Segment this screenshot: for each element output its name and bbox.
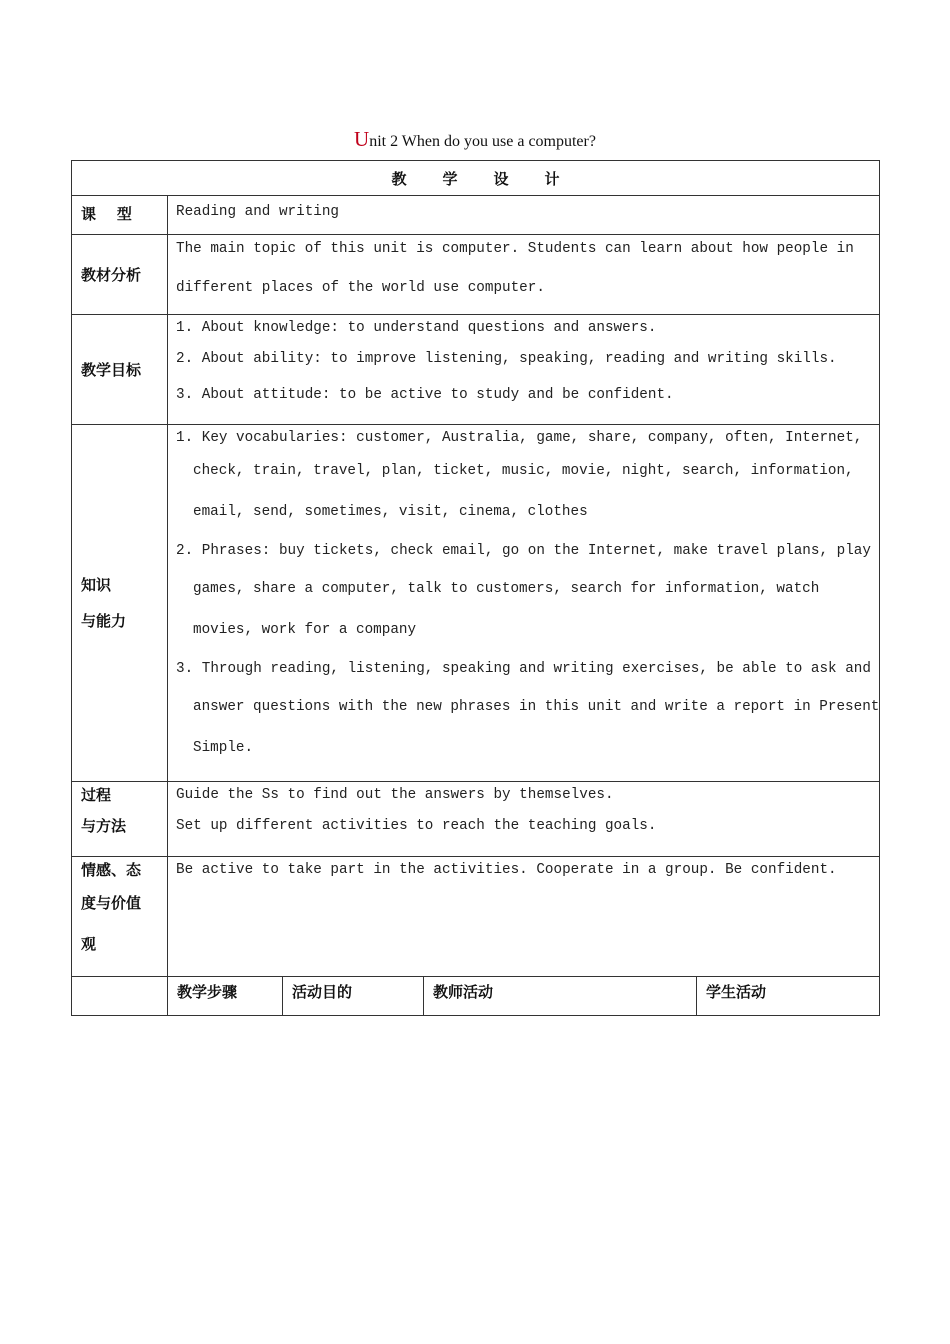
- objectives-row: [72, 315, 880, 425]
- process-line: Set up different activities to reach the teaching goals.: [176, 818, 657, 834]
- process-content: [168, 782, 880, 857]
- steps-col-teacher: 教师活动: [424, 977, 697, 1015]
- knowledge-line: 3. Through reading, listening, speaking and writing exercises, be able to ask and: [176, 661, 871, 677]
- emotion-content: [168, 857, 880, 977]
- emotion-label-line: 情感、态: [81, 861, 142, 879]
- steps-blank-cell: [72, 977, 168, 1016]
- knowledge-line: 2. Phrases: buy tickets, check email, go on the Internet, make travel plans, play: [176, 543, 871, 559]
- process-label: [72, 782, 168, 857]
- knowledge-label-line: 知识: [81, 576, 112, 594]
- analysis-line: The main topic of this unit is computer. Students can learn about how people in: [176, 241, 854, 257]
- objectives-label: 教学目标: [72, 315, 168, 425]
- process-label-line: 过程: [81, 786, 112, 804]
- header-char: 设: [493, 169, 509, 188]
- lesson-type-label: 课 型: [72, 196, 168, 235]
- objectives-content: [168, 315, 880, 425]
- knowledge-line: email, send, sometimes, visit, cinema, clothes: [193, 504, 588, 520]
- design-header-row: [72, 161, 880, 196]
- knowledge-line: 1. Key vocabularies: customer, Australia, game, share, company, often, Internet,: [176, 430, 863, 446]
- knowledge-label-line: 与能力: [81, 612, 127, 630]
- title-first-letter: U: [354, 127, 370, 151]
- steps-header-row: [72, 977, 880, 1016]
- steps-col-step: 教学步骤: [168, 977, 283, 1015]
- analysis-label: 教材分析: [72, 235, 168, 315]
- knowledge-row: [72, 425, 880, 782]
- header-char: 学: [442, 169, 458, 188]
- emotion-label-line: 度与价值: [81, 894, 142, 912]
- objective-line: 1. About knowledge: to understand questions and answers.: [176, 320, 657, 336]
- process-row: [72, 782, 880, 857]
- knowledge-line: games, share a computer, talk to customers, search for information, watch: [193, 581, 820, 597]
- lesson-type-row: [72, 196, 880, 235]
- title-rest: nit 2 When do you use a computer?: [369, 133, 596, 150]
- header-char: 计: [544, 169, 560, 188]
- objective-line: 2. About ability: to improve listening, speaking, reading and writing skills.: [176, 351, 837, 367]
- knowledge-line: movies, work for a company: [193, 622, 417, 638]
- steps-header-cells: [168, 977, 880, 1016]
- analysis-content: [168, 235, 880, 315]
- lesson-type-value: Reading and writing: [168, 196, 880, 235]
- knowledge-label: [72, 425, 168, 782]
- knowledge-line: Simple.: [193, 740, 254, 756]
- emotion-label-line: 观: [81, 935, 97, 953]
- steps-col-purpose: 活动目的: [283, 977, 424, 1015]
- design-header: [72, 161, 880, 196]
- knowledge-line: answer questions with the new phrases in this unit and write a report in Present: [193, 699, 880, 715]
- steps-col-student: 学生活动: [706, 983, 767, 1001]
- analysis-row: [72, 235, 880, 315]
- process-line: Guide the Ss to find out the answers by themselves.: [176, 787, 614, 803]
- objective-line: 3. About attitude: to be active to study and be confident.: [176, 387, 674, 403]
- emotion-row: [72, 857, 880, 977]
- process-label-line: 与方法: [81, 817, 127, 835]
- lesson-plan-table: [71, 160, 880, 1016]
- knowledge-content: [168, 425, 880, 782]
- knowledge-line: check, train, travel, plan, ticket, music, movie, night, search, information,: [193, 463, 854, 479]
- document-title: [0, 127, 950, 152]
- emotion-label: [72, 857, 168, 977]
- header-char: 教: [391, 169, 407, 188]
- emotion-line: Be active to take part in the activities. Cooperate in a group. Be confident.: [176, 862, 837, 878]
- analysis-line: different places of the world use computer.: [176, 280, 545, 296]
